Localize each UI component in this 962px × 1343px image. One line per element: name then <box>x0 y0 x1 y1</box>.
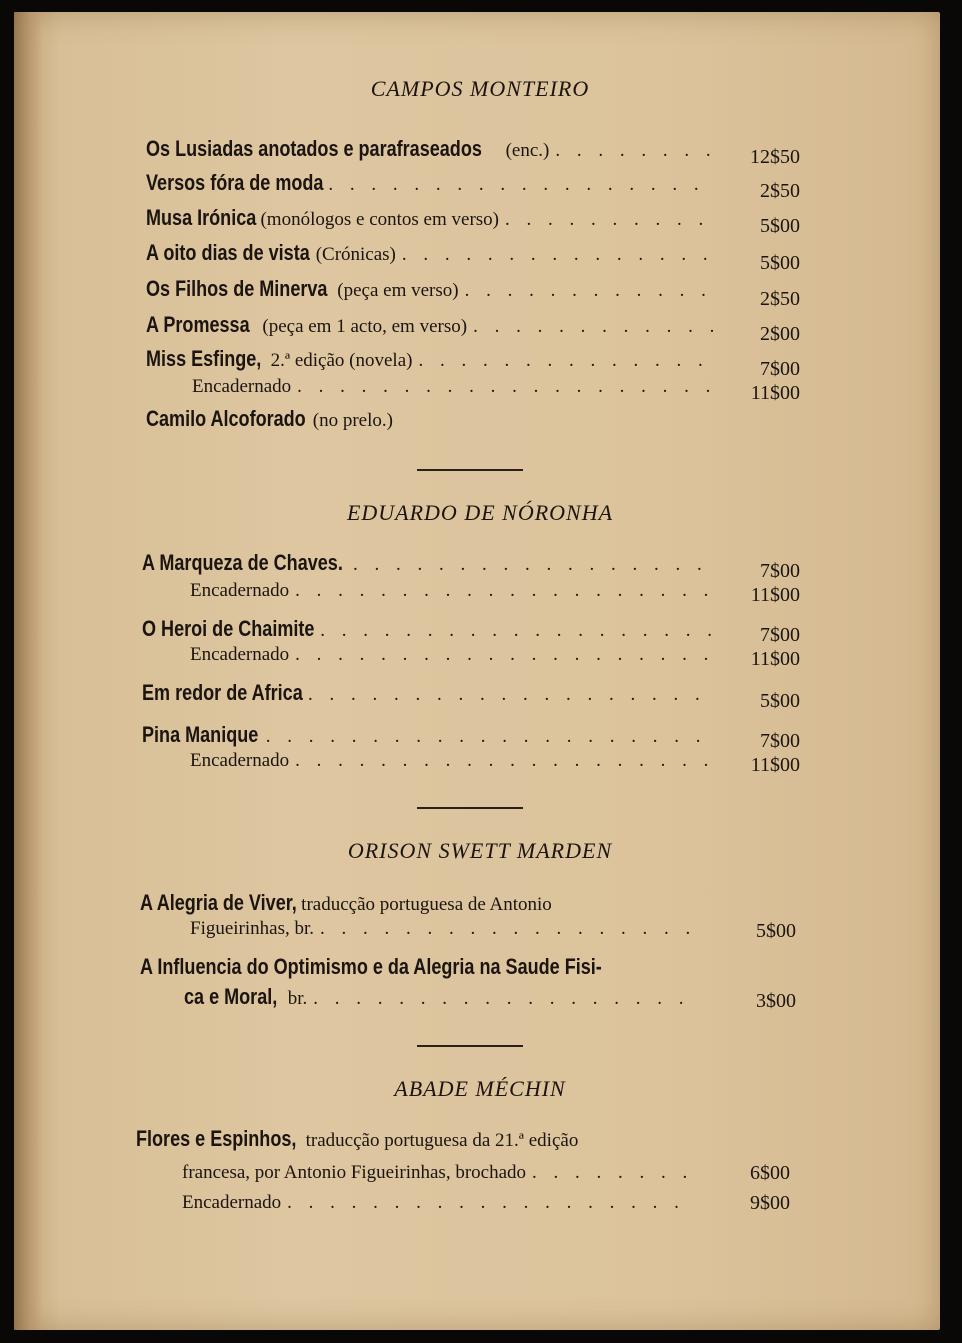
price: 5$00 <box>760 690 800 712</box>
price: 11$00 <box>750 648 800 670</box>
list-item: Miss Esfinge, 2.ª edição (novela) . . . <box>146 344 716 374</box>
list-item: O Heroi de Chaimite . . . <box>142 614 716 644</box>
list-item: Flores e Espinhos, traducção portuguesa da 21.ª edição <box>136 1126 579 1151</box>
list-item: Encadernado . . . <box>190 576 716 606</box>
price: 2$50 <box>760 180 800 202</box>
price: 3$00 <box>756 990 796 1012</box>
list-item: Em redor de Africa . . . <box>142 678 716 708</box>
price: 7$00 <box>760 560 800 582</box>
section-divider <box>417 1045 523 1047</box>
price: 5$00 <box>760 215 800 237</box>
price: 11$00 <box>750 382 800 404</box>
list-item: A oito dias de vista (Crónicas) . . . <box>146 238 716 268</box>
section-heading-campos-monteiro: CAMPOS MONTEIRO <box>370 76 590 101</box>
list-item: Encadernado . . . <box>190 746 716 776</box>
list-item: Musa Irónica (monólogos e contos em verso) . . . <box>146 203 716 233</box>
list-item-continuation: Figueirinhas, br. . . . <box>190 914 696 944</box>
list-item: A Marqueza de Chaves. . . . <box>142 548 716 578</box>
list-item-continuation: ca e Moral, br. . . . <box>184 982 696 1012</box>
price: 9$00 <box>750 1192 790 1214</box>
price: 6$00 <box>750 1162 790 1184</box>
price: 2$50 <box>760 288 800 310</box>
price: 2$00 <box>760 323 800 345</box>
list-item: Pina Manique . . . <box>142 720 716 750</box>
price: 7$00 <box>760 730 800 752</box>
list-item: Camilo Alcoforado (no prelo.) <box>146 406 393 431</box>
section-heading-orison-swett-marden: ORISON SWETT MARDEN <box>347 838 613 863</box>
list-item: A Alegria de Viver, traducção portuguesa de Antonio <box>140 890 552 915</box>
list-item: A Promessa (peça em 1 acto, em verso) . . . <box>146 310 716 340</box>
section-divider <box>417 469 523 471</box>
list-item-continuation: francesa, por Antonio Figueirinhas, brochado . . . <box>182 1158 692 1188</box>
list-item: Encadernado . . . <box>190 640 716 670</box>
section-divider <box>417 807 523 809</box>
section-heading-abade-mechin: ABADE MÉCHIN <box>394 1076 566 1101</box>
price: 7$00 <box>760 358 800 380</box>
list-item: Encadernado . . . <box>192 372 716 402</box>
list-item: Versos fóra de moda . . . <box>146 168 716 198</box>
price: 7$00 <box>760 624 800 646</box>
list-item: Os Lusiadas anotados e parafraseados (enc.) . . . <box>146 134 716 164</box>
price: 5$00 <box>760 252 800 274</box>
section-heading-eduardo-de-noronha: EDUARDO DE NÓRONHA <box>346 500 614 525</box>
price: 11$00 <box>750 584 800 606</box>
price: 11$00 <box>750 754 800 776</box>
price: 5$00 <box>756 920 796 942</box>
list-item: Os Filhos de Minerva (peça em verso) . . . <box>146 274 716 304</box>
price: 12$50 <box>750 146 800 168</box>
list-item: A Influencia do Optimismo e da Alegria na Saude Fisi- <box>140 954 602 979</box>
list-item: Encadernado . . . <box>182 1188 692 1218</box>
